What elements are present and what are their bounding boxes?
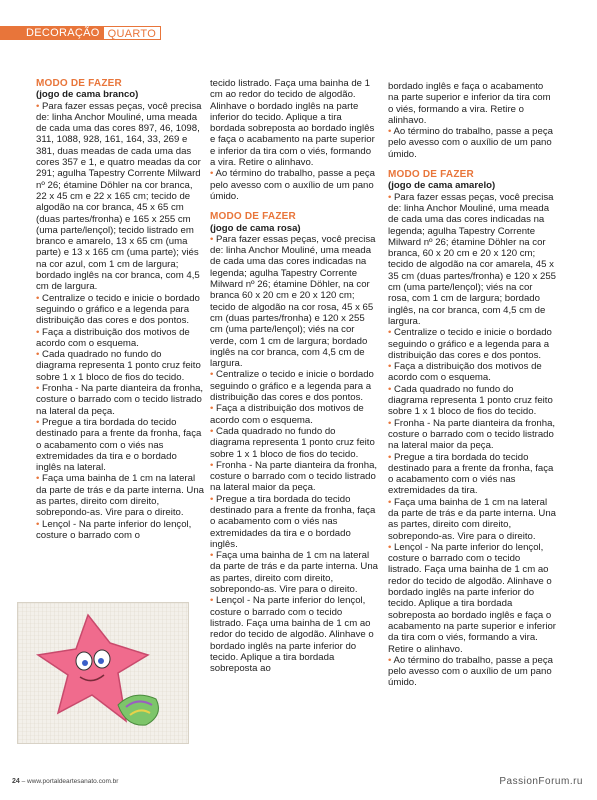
section-title: MODO DE FAZER [36,78,122,89]
instruction-item [36,101,204,293]
continued-text: tecido listrado. Faça uma bainha de 1 cm ao redor do tecido de algodão. Alinhave o bordado inglês na parte inferior do tecido. Aplique a tira bordada sobreposta ao bordado inglês e faça o acabamento na parte superior e inferior da tira com o viés, formando a vira. Retire o alinhavo. [210,78,375,169]
website-link[interactable]: www.portaldeartesanato.com.br [27,778,119,785]
instruction-list [210,168,378,202]
bullet-icon: • [388,126,394,138]
page-header [0,0,597,44]
instruction-text: Fronha - Na parte dianteira da fronha, costure o barrado com o tecido listrado na lateral da peça. [36,383,204,417]
instruction-item [36,519,204,542]
instruction-item [388,452,556,497]
room-name: QUARTO [104,26,161,40]
instruction-text: Faça a distribuição dos motivos de acordo com o esquema. [210,403,364,426]
instruction-item [210,494,378,550]
bullet-icon: • [388,417,395,429]
column-3 [388,81,556,689]
section-title: MODO DE FAZER [388,169,474,181]
section-subtitle: (jogo de cama rosa) [210,222,301,234]
page-footer [12,778,118,785]
bullet-icon: • [36,416,43,428]
instruction-item [388,361,556,384]
instruction-item [210,234,378,370]
footer-separator: – [19,778,28,785]
instruction-item [36,327,204,350]
patrick-star-embroidery-image [18,603,188,743]
instruction-item [210,595,378,674]
instruction-item [210,168,378,202]
instruction-text: Faça a distribuição dos motivos de acordo com o esquema. [388,361,542,384]
section-subtitle: (jogo de cama branco) [36,89,139,101]
bullet-icon: • [36,383,43,395]
bullet-icon: • [36,349,43,361]
instruction-item [210,369,378,403]
bullet-icon: • [36,473,43,485]
instruction-text: Lençol - Na parte inferior do lençol, costure o barrado com o tecido listrado. Faça uma bainha de 1 cm ao redor do tecido de algodão. Alinhave o bordado inglês na parte inferior do tecido. Aplique a tira bordada sobreposta ao bordado inglês e faça o acabamento na parte superior e inferior da tira com o viés, formando a vira. Retire o alinhavo. [388,541,556,655]
bullet-icon: • [210,459,217,471]
instruction-list [388,192,556,689]
column-2 [210,78,378,674]
bullet-icon: • [388,327,395,339]
instruction-item [210,460,378,494]
instruction-list [36,101,204,542]
instruction-item [388,655,556,689]
instruction-item [388,418,556,452]
instruction-item [388,126,556,160]
instruction-text: Ao término do trabalho, passe a peça pelo avesso com o auxílio de um pano úmido. [388,654,553,689]
bullet-icon: • [388,383,395,395]
instruction-item [210,403,378,426]
instruction-item [388,384,556,418]
bullet-icon: • [210,233,217,245]
column-1 [36,78,204,541]
bullet-icon: • [210,493,217,505]
bullet-icon: • [36,100,43,112]
bullet-icon: • [388,654,394,666]
instruction-text: Centralize o tecido e inicie o bordado seguindo o gráfico e a legenda para distribuição das cores e dos pontos. [36,292,200,327]
bullet-icon: • [210,403,217,415]
instruction-text: Ao término do trabalho, passe a peça pelo avesso com o auxílio de um pano úmido. [210,168,375,202]
instruction-item [36,473,204,518]
instruction-text: Lençol - Na parte inferior do lençol, costure o barrado com o tecido listrado. Faça uma bainha de 1 cm ao redor do tecido de algodão. Alinhave o bordado inglês na parte inferior do tecido. Aplique a tira bordada sobreposta ao [210,595,374,675]
instruction-text: Cada quadrado no fundo do diagrama representa 1 ponto cruz feito sobre 1 x 1 bloco de fios do tecido. [36,349,201,383]
instruction-text: Pregue a tira bordada do tecido destinado para a frente da fronha, faça o acabamento com o viés nas extremidades da tira e o bordado inglês na lateral. [36,416,202,474]
bullet-icon: • [210,550,217,562]
instruction-item [388,192,556,328]
page-number: 24 [12,778,20,785]
section-label [0,26,160,40]
instruction-text: Faça uma bainha de 1 cm na lateral da parte de trás e da parte interna. Una as partes, direito com direito, sobrepondo-as. Vire para o direito. [388,496,556,542]
bullet-icon: • [388,541,395,553]
instruction-text: Faça a distribuição dos motivos de acordo com o esquema. [36,326,190,349]
instruction-item [388,497,556,542]
bullet-icon: • [210,425,217,437]
instruction-text: Faça uma bainha de 1 cm na lateral da parte de trás e da parte interna. Una as partes, direito com direito, sobrepondo-as. Vire para o direito. [210,550,378,596]
instruction-text: Lençol - Na parte inferior do lençol, costure o barrado com o [36,518,192,541]
bullet-icon: • [210,369,217,381]
bullet-icon: • [210,168,216,180]
bullet-icon: • [210,595,217,607]
instruction-list [210,234,378,675]
instruction-item [36,293,204,327]
instruction-item [388,327,556,361]
instruction-text: Cada quadrado no fundo do diagrama representa 1 ponto cruz feito sobre 1 x 1 bloco de fios do tecido. [388,383,553,418]
instruction-item [36,417,204,473]
instruction-text: Pregue a tira bordada do tecido destinado para a frente da fronha, faça o acabamento com o viés nas extremidades da tira. [388,451,554,497]
instruction-text: Fronha - Na parte dianteira da fronha, costure o barrado com o tecido listrado na lateral maior da peça. [210,459,378,494]
instruction-text: Para fazer essas peças, você precisa de: linha Anchor Mouliné, uma meada de cada uma das cores 897, 46, 1098, 311, 1088, 928, 161, 164, 33, 269 e 381, duas meadas de cada uma das cores 357 e 1, e quatro meadas da cor 291; agulha Tapestry Corrente Milward nº 26; étamine Döhler na cor branca, 22 x 45 cm e 22 x 165 cm; tecido de algodão na cor branca, 45 x 65 cm (duas partes/fronha) e 165 x 255 cm (uma parte/lençol); tecido listrado em branco e amarelo, 13 x 65 cm (uma parte) e 13 x 165 cm (uma parte); viés na cor azul, com 1 cm de largura; bordado inglês na cor branca, com 4,5 cm de largura. [36,100,202,293]
section-subtitle: (jogo de cama amarelo) [388,180,496,192]
instruction-item [210,550,378,595]
instruction-text: Para fazer essas peças, você precisa de: linha Anchor Mouliné, uma meada de cada uma das cores indicadas na legenda; agulha Tapestry Corrente Milward nº 26; étamine Döhler, na cor branca 60 x 20 cm e 20 x 120 cm; tecido de algodão na cor rosa, 45 x 65 cm (duas partes/fronha) e 120 x 255 cm (uma parte/lençol); viés na cor verde, com 1 cm de largura; bordado inglês na cor branca, com 4,5 cm de largura. [210,233,376,370]
instruction-text: Centralize o tecido e inicie o bordado seguindo o gráfico e a legenda para a distribuição das cores e dos pontos. [388,327,552,361]
bullet-icon: • [36,292,43,304]
bullet-icon: • [388,451,395,463]
instruction-item [36,383,204,417]
instruction-text: Fronha - Na parte dianteira da fronha, costure o barrado com o tecido listrado na lateral maior da peça. [388,417,556,452]
section-name: DECORAÇÃO [0,26,104,40]
instruction-text: Centralize o tecido e inicie o bordado seguindo o gráfico e a legenda para a distribuição das cores e dos pontos. [210,369,374,404]
instruction-list [388,126,556,160]
instruction-text: Cada quadrado no fundo do diagrama representa 1 ponto cruz feito sobre 1 x 1 bloco de fios do tecido. [210,425,375,460]
instruction-text: Ao término do trabalho, passe a peça pelo avesso com o auxílio de um pano úmido. [388,126,553,160]
watermark: PassionForum.ru [499,776,583,787]
instruction-text: Pregue a tira bordada do tecido destinado para a frente da fronha, faça o acabamento com o viés nas extremidades da tira e o bordado inglês. [210,493,376,550]
bullet-icon: • [388,361,395,373]
bullet-icon: • [36,518,43,530]
instruction-item [210,426,378,460]
instruction-item [388,542,556,655]
bullet-icon: • [388,496,395,508]
continued-text: bordado inglês e faça o acabamento na parte superior e inferior da tira com o viés, formando a vira. Retire o alinhavo. [388,81,551,126]
instruction-text: Para fazer essas peças, você precisa de: linha Anchor Mouliné, uma meada de cada uma das cores indicadas na legenda; agulha Tapestry Corrente Milward nº 26; étamine Döhler na cor branca, 60 x 20 cm e 20 x 120 cm; tecido de algodão na cor amarela, 45 x 35 cm (duas partes/fronha) e 120 x 255 cm (uma parte/lençol); viés na cor rosa, com 1 cm de largura; bordado inglês, na cor branca, com 4,5 cm de largura. [388,191,556,327]
bullet-icon: • [388,191,395,203]
bullet-icon: • [36,326,43,338]
cross-stitch-photo [17,602,189,744]
section-title: MODO DE FAZER [210,211,296,223]
instruction-item [36,349,204,383]
instruction-text: Faça uma bainha de 1 cm na lateral da parte de trás e da parte interna. Una as partes, direito com direito, sobrepondo-as. Vire para o direito. [36,473,204,519]
